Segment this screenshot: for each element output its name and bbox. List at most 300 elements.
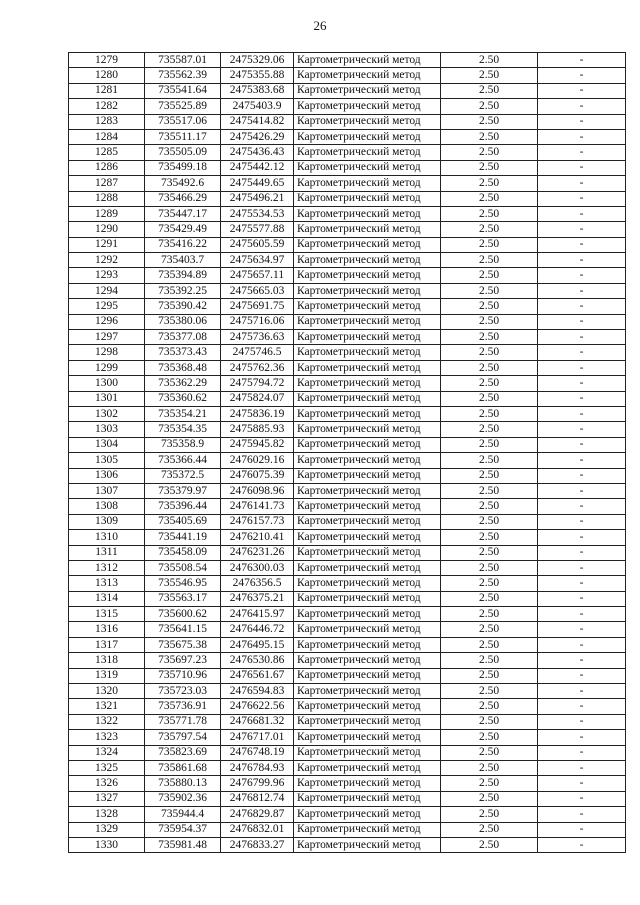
- accuracy-cell: 2.50: [441, 83, 538, 98]
- accuracy-cell: 2.50: [441, 699, 538, 714]
- point-number-cell: 1321: [69, 699, 145, 714]
- note-cell: -: [538, 668, 626, 683]
- method-cell: Картометрический метод: [294, 345, 441, 360]
- accuracy-cell: 2.50: [441, 160, 538, 175]
- point-number-cell: 1284: [69, 129, 145, 144]
- point-number-cell: 1328: [69, 807, 145, 822]
- x-coordinate-cell: 735546.95: [145, 576, 221, 591]
- y-coordinate-cell: 2476029.16: [221, 453, 294, 468]
- note-cell: -: [538, 837, 626, 852]
- point-number-cell: 1315: [69, 607, 145, 622]
- method-cell: Картометрический метод: [294, 114, 441, 129]
- x-coordinate-cell: 735525.89: [145, 99, 221, 114]
- coordinates-table-body: [69, 53, 626, 853]
- table-row: [69, 360, 626, 375]
- note-cell: -: [538, 468, 626, 483]
- y-coordinate-cell: 2475436.43: [221, 145, 294, 160]
- table-row: [69, 237, 626, 252]
- x-coordinate-cell: 735511.17: [145, 129, 221, 144]
- point-number-cell: 1286: [69, 160, 145, 175]
- point-number-cell: 1319: [69, 668, 145, 683]
- y-coordinate-cell: 2476141.73: [221, 499, 294, 514]
- note-cell: -: [538, 176, 626, 191]
- x-coordinate-cell: 735354.35: [145, 422, 221, 437]
- point-number-cell: 1299: [69, 360, 145, 375]
- point-number-cell: 1293: [69, 268, 145, 283]
- method-cell: Картометрический метод: [294, 807, 441, 822]
- method-cell: Картометрический метод: [294, 360, 441, 375]
- accuracy-cell: 2.50: [441, 822, 538, 837]
- table-row: [69, 760, 626, 775]
- y-coordinate-cell: 2475449.65: [221, 176, 294, 191]
- method-cell: Картометрический метод: [294, 160, 441, 175]
- x-coordinate-cell: 735710.96: [145, 668, 221, 683]
- x-coordinate-cell: 735441.19: [145, 530, 221, 545]
- table-row: [69, 114, 626, 129]
- point-number-cell: 1291: [69, 237, 145, 252]
- method-cell: Картометрический метод: [294, 791, 441, 806]
- method-cell: Картометрический метод: [294, 206, 441, 221]
- method-cell: Картометрический метод: [294, 760, 441, 775]
- x-coordinate-cell: 735492.6: [145, 176, 221, 191]
- note-cell: -: [538, 253, 626, 268]
- method-cell: Картометрический метод: [294, 499, 441, 514]
- method-cell: Картометрический метод: [294, 99, 441, 114]
- y-coordinate-cell: 2475945.82: [221, 437, 294, 452]
- point-number-cell: 1316: [69, 622, 145, 637]
- y-coordinate-cell: 2475885.93: [221, 422, 294, 437]
- y-coordinate-cell: 2476829.87: [221, 807, 294, 822]
- point-number-cell: 1323: [69, 730, 145, 745]
- table-row: [69, 314, 626, 329]
- accuracy-cell: 2.50: [441, 453, 538, 468]
- table-row: [69, 283, 626, 298]
- y-coordinate-cell: 2475577.88: [221, 222, 294, 237]
- method-cell: Картометрический метод: [294, 699, 441, 714]
- x-coordinate-cell: 735823.69: [145, 745, 221, 760]
- table-row: [69, 530, 626, 545]
- note-cell: -: [538, 345, 626, 360]
- y-coordinate-cell: 2475736.63: [221, 330, 294, 345]
- point-number-cell: 1309: [69, 514, 145, 529]
- accuracy-cell: 2.50: [441, 530, 538, 545]
- note-cell: -: [538, 714, 626, 729]
- method-cell: Картометрический метод: [294, 714, 441, 729]
- accuracy-cell: 2.50: [441, 560, 538, 575]
- table-row: [69, 53, 626, 68]
- note-cell: -: [538, 483, 626, 498]
- x-coordinate-cell: 735861.68: [145, 760, 221, 775]
- accuracy-cell: 2.50: [441, 837, 538, 852]
- y-coordinate-cell: 2476748.19: [221, 745, 294, 760]
- table-row: [69, 560, 626, 575]
- method-cell: Картометрический метод: [294, 376, 441, 391]
- table-row: [69, 468, 626, 483]
- note-cell: -: [538, 637, 626, 652]
- y-coordinate-cell: 2476356.5: [221, 576, 294, 591]
- table-row: [69, 684, 626, 699]
- note-cell: -: [538, 206, 626, 221]
- y-coordinate-cell: 2475824.07: [221, 391, 294, 406]
- x-coordinate-cell: 735797.54: [145, 730, 221, 745]
- accuracy-cell: 2.50: [441, 391, 538, 406]
- table-row: [69, 206, 626, 221]
- point-number-cell: 1314: [69, 591, 145, 606]
- y-coordinate-cell: 2476530.86: [221, 653, 294, 668]
- point-number-cell: 1326: [69, 776, 145, 791]
- point-number-cell: 1283: [69, 114, 145, 129]
- method-cell: Картометрический метод: [294, 545, 441, 560]
- y-coordinate-cell: 2475794.72: [221, 376, 294, 391]
- point-number-cell: 1304: [69, 437, 145, 452]
- note-cell: -: [538, 791, 626, 806]
- y-coordinate-cell: 2476300.03: [221, 560, 294, 575]
- note-cell: -: [538, 299, 626, 314]
- accuracy-cell: 2.50: [441, 129, 538, 144]
- table-row: [69, 83, 626, 98]
- note-cell: -: [538, 699, 626, 714]
- y-coordinate-cell: 2475762.36: [221, 360, 294, 375]
- method-cell: Картометрический метод: [294, 268, 441, 283]
- note-cell: -: [538, 530, 626, 545]
- note-cell: -: [538, 422, 626, 437]
- y-coordinate-cell: 2475665.03: [221, 283, 294, 298]
- method-cell: Картометрический метод: [294, 176, 441, 191]
- note-cell: -: [538, 237, 626, 252]
- point-number-cell: 1313: [69, 576, 145, 591]
- method-cell: Картометрический метод: [294, 530, 441, 545]
- y-coordinate-cell: 2475634.97: [221, 253, 294, 268]
- y-coordinate-cell: 2476681.32: [221, 714, 294, 729]
- note-cell: -: [538, 545, 626, 560]
- method-cell: Картометрический метод: [294, 83, 441, 98]
- method-cell: Картометрический метод: [294, 406, 441, 421]
- x-coordinate-cell: 735736.91: [145, 699, 221, 714]
- point-number-cell: 1320: [69, 684, 145, 699]
- note-cell: -: [538, 499, 626, 514]
- accuracy-cell: 2.50: [441, 791, 538, 806]
- y-coordinate-cell: 2476833.27: [221, 837, 294, 852]
- note-cell: -: [538, 514, 626, 529]
- x-coordinate-cell: 735541.64: [145, 83, 221, 98]
- x-coordinate-cell: 735505.09: [145, 145, 221, 160]
- method-cell: Картометрический метод: [294, 837, 441, 852]
- point-number-cell: 1298: [69, 345, 145, 360]
- accuracy-cell: 2.50: [441, 330, 538, 345]
- y-coordinate-cell: 2476594.83: [221, 684, 294, 699]
- method-cell: Картометрический метод: [294, 653, 441, 668]
- table-row: [69, 699, 626, 714]
- accuracy-cell: 2.50: [441, 576, 538, 591]
- note-cell: -: [538, 114, 626, 129]
- x-coordinate-cell: 735902.36: [145, 791, 221, 806]
- accuracy-cell: 2.50: [441, 68, 538, 83]
- method-cell: Картометрический метод: [294, 776, 441, 791]
- x-coordinate-cell: 735587.01: [145, 53, 221, 68]
- accuracy-cell: 2.50: [441, 376, 538, 391]
- point-number-cell: 1301: [69, 391, 145, 406]
- table-row: [69, 453, 626, 468]
- y-coordinate-cell: 2476098.96: [221, 483, 294, 498]
- note-cell: -: [538, 576, 626, 591]
- note-cell: -: [538, 807, 626, 822]
- table-row: [69, 837, 626, 852]
- method-cell: Картометрический метод: [294, 129, 441, 144]
- accuracy-cell: 2.50: [441, 637, 538, 652]
- accuracy-cell: 2.50: [441, 499, 538, 514]
- table-row: [69, 160, 626, 175]
- note-cell: -: [538, 622, 626, 637]
- table-row: [69, 99, 626, 114]
- accuracy-cell: 2.50: [441, 684, 538, 699]
- method-cell: Картометрический метод: [294, 237, 441, 252]
- y-coordinate-cell: 2475716.06: [221, 314, 294, 329]
- x-coordinate-cell: 735517.06: [145, 114, 221, 129]
- accuracy-cell: 2.50: [441, 653, 538, 668]
- y-coordinate-cell: 2475746.5: [221, 345, 294, 360]
- x-coordinate-cell: 735771.78: [145, 714, 221, 729]
- point-number-cell: 1312: [69, 560, 145, 575]
- x-coordinate-cell: 735368.48: [145, 360, 221, 375]
- method-cell: Картометрический метод: [294, 668, 441, 683]
- point-number-cell: 1294: [69, 283, 145, 298]
- y-coordinate-cell: 2476446.72: [221, 622, 294, 637]
- point-number-cell: 1327: [69, 791, 145, 806]
- table-row: [69, 514, 626, 529]
- method-cell: Картометрический метод: [294, 330, 441, 345]
- y-coordinate-cell: 2476157.73: [221, 514, 294, 529]
- y-coordinate-cell: 2475355.88: [221, 68, 294, 83]
- table-row: [69, 668, 626, 683]
- note-cell: -: [538, 684, 626, 699]
- x-coordinate-cell: 735880.13: [145, 776, 221, 791]
- accuracy-cell: 2.50: [441, 253, 538, 268]
- x-coordinate-cell: 735366.44: [145, 453, 221, 468]
- note-cell: -: [538, 314, 626, 329]
- note-cell: -: [538, 760, 626, 775]
- method-cell: Картометрический метод: [294, 637, 441, 652]
- table-row: [69, 622, 626, 637]
- note-cell: -: [538, 730, 626, 745]
- table-row: [69, 745, 626, 760]
- x-coordinate-cell: 735396.44: [145, 499, 221, 514]
- note-cell: -: [538, 406, 626, 421]
- note-cell: -: [538, 191, 626, 206]
- table-row: [69, 391, 626, 406]
- x-coordinate-cell: 735562.39: [145, 68, 221, 83]
- x-coordinate-cell: 735697.23: [145, 653, 221, 668]
- y-coordinate-cell: 2475605.59: [221, 237, 294, 252]
- accuracy-cell: 2.50: [441, 406, 538, 421]
- coordinates-table: [68, 52, 626, 853]
- note-cell: -: [538, 591, 626, 606]
- note-cell: -: [538, 653, 626, 668]
- method-cell: Картометрический метод: [294, 453, 441, 468]
- method-cell: Картометрический метод: [294, 437, 441, 452]
- note-cell: -: [538, 53, 626, 68]
- x-coordinate-cell: 735981.48: [145, 837, 221, 852]
- note-cell: -: [538, 437, 626, 452]
- accuracy-cell: 2.50: [441, 745, 538, 760]
- method-cell: Картометрический метод: [294, 222, 441, 237]
- method-cell: Картометрический метод: [294, 283, 441, 298]
- accuracy-cell: 2.50: [441, 283, 538, 298]
- y-coordinate-cell: 2476210.41: [221, 530, 294, 545]
- table-row: [69, 653, 626, 668]
- point-number-cell: 1310: [69, 530, 145, 545]
- method-cell: Картометрический метод: [294, 299, 441, 314]
- note-cell: -: [538, 83, 626, 98]
- method-cell: Картометрический метод: [294, 514, 441, 529]
- accuracy-cell: 2.50: [441, 591, 538, 606]
- x-coordinate-cell: 735429.49: [145, 222, 221, 237]
- point-number-cell: 1306: [69, 468, 145, 483]
- accuracy-cell: 2.50: [441, 483, 538, 498]
- note-cell: -: [538, 268, 626, 283]
- point-number-cell: 1300: [69, 376, 145, 391]
- point-number-cell: 1330: [69, 837, 145, 852]
- accuracy-cell: 2.50: [441, 714, 538, 729]
- point-number-cell: 1311: [69, 545, 145, 560]
- method-cell: Картометрический метод: [294, 607, 441, 622]
- y-coordinate-cell: 2476812.74: [221, 791, 294, 806]
- accuracy-cell: 2.50: [441, 345, 538, 360]
- note-cell: -: [538, 360, 626, 375]
- accuracy-cell: 2.50: [441, 545, 538, 560]
- x-coordinate-cell: 735499.18: [145, 160, 221, 175]
- table-row: [69, 637, 626, 652]
- note-cell: -: [538, 560, 626, 575]
- point-number-cell: 1288: [69, 191, 145, 206]
- table-row: [69, 607, 626, 622]
- note-cell: -: [538, 160, 626, 175]
- table-row: [69, 591, 626, 606]
- y-coordinate-cell: 2476561.67: [221, 668, 294, 683]
- method-cell: Картометрический метод: [294, 145, 441, 160]
- table-row: [69, 222, 626, 237]
- accuracy-cell: 2.50: [441, 514, 538, 529]
- y-coordinate-cell: 2475836.19: [221, 406, 294, 421]
- table-row: [69, 406, 626, 421]
- note-cell: -: [538, 376, 626, 391]
- y-coordinate-cell: 2476495.15: [221, 637, 294, 652]
- x-coordinate-cell: 735447.17: [145, 206, 221, 221]
- method-cell: Картометрический метод: [294, 468, 441, 483]
- method-cell: Картометрический метод: [294, 730, 441, 745]
- table-row: [69, 545, 626, 560]
- table-row: [69, 422, 626, 437]
- point-number-cell: 1297: [69, 330, 145, 345]
- table-row: [69, 129, 626, 144]
- x-coordinate-cell: 735641.15: [145, 622, 221, 637]
- accuracy-cell: 2.50: [441, 760, 538, 775]
- point-number-cell: 1282: [69, 99, 145, 114]
- note-cell: -: [538, 99, 626, 114]
- table-row: [69, 253, 626, 268]
- method-cell: Картометрический метод: [294, 822, 441, 837]
- page-number: 26: [313, 18, 327, 33]
- x-coordinate-cell: 735394.89: [145, 268, 221, 283]
- table-row: [69, 191, 626, 206]
- table-row: [69, 576, 626, 591]
- note-cell: -: [538, 822, 626, 837]
- method-cell: Картометрический метод: [294, 560, 441, 575]
- method-cell: Картометрический метод: [294, 391, 441, 406]
- table-row: [69, 299, 626, 314]
- note-cell: -: [538, 129, 626, 144]
- y-coordinate-cell: 2475329.06: [221, 53, 294, 68]
- method-cell: Картометрический метод: [294, 591, 441, 606]
- point-number-cell: 1292: [69, 253, 145, 268]
- x-coordinate-cell: 735508.54: [145, 560, 221, 575]
- point-number-cell: 1307: [69, 483, 145, 498]
- method-cell: Картометрический метод: [294, 422, 441, 437]
- method-cell: Картометрический метод: [294, 53, 441, 68]
- x-coordinate-cell: 735954.37: [145, 822, 221, 837]
- x-coordinate-cell: 735458.09: [145, 545, 221, 560]
- accuracy-cell: 2.50: [441, 807, 538, 822]
- point-number-cell: 1296: [69, 314, 145, 329]
- accuracy-cell: 2.50: [441, 668, 538, 683]
- table-row: [69, 268, 626, 283]
- table-row: [69, 714, 626, 729]
- accuracy-cell: 2.50: [441, 99, 538, 114]
- table-row: [69, 730, 626, 745]
- note-cell: -: [538, 607, 626, 622]
- accuracy-cell: 2.50: [441, 776, 538, 791]
- table-row: [69, 807, 626, 822]
- note-cell: -: [538, 222, 626, 237]
- y-coordinate-cell: 2475691.75: [221, 299, 294, 314]
- accuracy-cell: 2.50: [441, 114, 538, 129]
- x-coordinate-cell: 735466.29: [145, 191, 221, 206]
- table-row: [69, 483, 626, 498]
- accuracy-cell: 2.50: [441, 176, 538, 191]
- x-coordinate-cell: 735379.97: [145, 483, 221, 498]
- x-coordinate-cell: 735405.69: [145, 514, 221, 529]
- y-coordinate-cell: 2476415.97: [221, 607, 294, 622]
- accuracy-cell: 2.50: [441, 268, 538, 283]
- x-coordinate-cell: 735416.22: [145, 237, 221, 252]
- point-number-cell: 1290: [69, 222, 145, 237]
- table-row: [69, 345, 626, 360]
- y-coordinate-cell: 2475657.11: [221, 268, 294, 283]
- accuracy-cell: 2.50: [441, 730, 538, 745]
- y-coordinate-cell: 2475426.29: [221, 129, 294, 144]
- y-coordinate-cell: 2476231.26: [221, 545, 294, 560]
- x-coordinate-cell: 735362.29: [145, 376, 221, 391]
- x-coordinate-cell: 735675.38: [145, 637, 221, 652]
- note-cell: -: [538, 330, 626, 345]
- y-coordinate-cell: 2475383.68: [221, 83, 294, 98]
- accuracy-cell: 2.50: [441, 237, 538, 252]
- x-coordinate-cell: 735563.17: [145, 591, 221, 606]
- accuracy-cell: 2.50: [441, 145, 538, 160]
- accuracy-cell: 2.50: [441, 314, 538, 329]
- accuracy-cell: 2.50: [441, 360, 538, 375]
- note-cell: -: [538, 453, 626, 468]
- accuracy-cell: 2.50: [441, 53, 538, 68]
- y-coordinate-cell: 2475496.21: [221, 191, 294, 206]
- point-number-cell: 1281: [69, 83, 145, 98]
- note-cell: -: [538, 145, 626, 160]
- x-coordinate-cell: 735600.62: [145, 607, 221, 622]
- accuracy-cell: 2.50: [441, 191, 538, 206]
- method-cell: Картометрический метод: [294, 68, 441, 83]
- accuracy-cell: 2.50: [441, 437, 538, 452]
- note-cell: -: [538, 391, 626, 406]
- method-cell: Картометрический метод: [294, 576, 441, 591]
